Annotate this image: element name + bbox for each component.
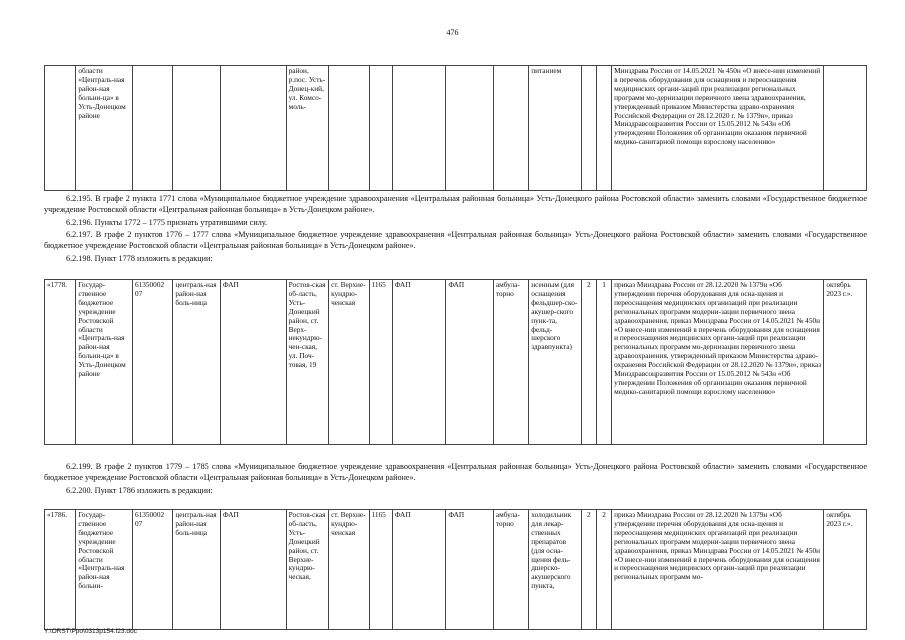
table-cell [392,66,446,191]
table-cell: Ростов-ская об-ласть, Усть-Донецкий район, ст. Верх-некундрю-чен-ская, ул. Поч-товая, 19 [286,280,328,445]
table-cell: 61350002 07 [132,280,172,445]
table-cell: приказ Минздрава России от 28.12.2020 № 1379н «Об утверждении перечня оборудования для осна-щения и переоснащения медицинских организаций при реализации региональных программ модерни-зации первичного звена здравоохранения, приказ Минздрава России от 14.05.2021 № 450н «О внесе-нии изменений в перечень оборудования для оснащения и переоснащения медицинских органи-заций при реализации региональных программ мо-дернизации первичного звена здравоохранения, утвержденный приказом Министерства здраво-охранения Российской Федерации от 28.12.2020 № 1379н», приказ Минздравсоцразвития России от 15.05.2012 № 543н «Об утверждении Положения об организации оказания первичной медико-санитарной помощи взрослому населению» [612,280,824,445]
table-cell: 2 [596,510,611,630]
table-cell: 1 [596,280,611,445]
file-path-footer: Y:\ORST\Ppo\0313p154.f23.doc [44,628,137,635]
table-cell: ФАП [392,510,446,630]
paragraph-6-2-199: 6.2.199. В графе 2 пунктов 1779 – 1785 слова «Муниципальное бюджетное учреждение здравоохранения «Центральная районная больница» Усть-Донецкого района Ростовской области» заменить словами «Государственное бюджетное учреждение Ростовской области «Центральная районная больница» в Усть-Донецком районе». [44,462,867,482]
table-row-1778 [44,279,867,445]
table-cell [45,66,76,191]
table-cell [493,66,528,191]
table-cell: октябрь 2023 г.». [824,510,867,630]
table-cell: ФАП [446,280,494,445]
table-cell: ФАП [220,280,286,445]
page-number: 476 [446,28,459,37]
table-cell: октябрь 2023 г.». [824,280,867,445]
table-row-continued [44,65,867,191]
table-cell: Минздрава России от 14.05.2021 № 450н «О внесе-нии изменений в перечень оборудования для оснащения и переоснащения медицинских органи-заций при реализации региональных программ мо-дернизации первичного звена здравоохранения, утвержденный приказом Министерства здраво-охранения Российской Федерации от 28.12.2020 г. № 1379н», приказ Минздравсоцразвития России от 15.05.2012 № 543н «Об утверждении Положения об организации оказания первичной медико-санитарной помощи взрослому населению» [612,66,824,191]
table-cell: централь-ная район-ная боль-ница [173,280,221,445]
table-cell: амбула-торно [493,280,528,445]
table-cell: приказ Минздрава России от 28.12.2020 № 1379н «Об утверждении перечня оборудования для осна-щения и переоснащения медицинских организаций при реализации региональных программ модерни-зации первичного звена здравоохранения, приказ Минздрава России от 14.05.2021 № 450н «О внесе-нии изменений в перечень оборудования для оснащения и переоснащения медицинских органи-заций при реализации региональных программ мо- [612,510,824,630]
paragraph-6-2-195: 6.2.195. В графе 2 пункта 1771 слова «Муниципальное бюджетное учреждение здравоохранения «Центральная районная больница» Усть-Донецкого района Ростовской области» заменить словами «Государственное бюджетное учреждение Ростовской области «Центральная районная больница» в Усть-Донецком районе». [44,194,867,214]
table-cell [446,66,494,191]
table-cell: централь-ная район-ная боль-ница [173,510,221,630]
paragraph-6-2-198: 6.2.198. Пункт 1778 изложить в редакции: [66,254,213,263]
table-cell [220,66,286,191]
table-cell [173,66,221,191]
table-cell: ст. Верхне-кундрю-ченская [329,280,369,445]
table-cell [132,66,172,191]
table-cell [824,66,867,191]
paragraph-6-2-196: 6.2.196. Пункты 1772 – 1775 признать утратившими силу. [66,218,268,227]
table-cell: амбула-торно [493,510,528,630]
table-cell [596,66,611,191]
table-cell: район, р.пос. Усть-Донец-кий, ул. Комсо-моль- [286,66,328,191]
paragraph-6-2-197: 6.2.197. В графе 2 пунктов 1776 – 1777 слова «Муниципальное бюджетное учреждение здравоохранения «Центральная районная больница» Усть-Донецкого района Ростовской области» заменить словами «Государственное бюджетное учреждение Ростовской области «Центральная районная больница» в Усть-Донецком районе». [44,230,867,250]
table-cell: Ростов-ская об-ласть, Усть-Донецкий район, ст. Верхне-кундрю-ческая, [286,510,328,630]
table-cell: ст. Верхне-кундрю-ченская [329,510,369,630]
table-cell [581,66,596,191]
table-cell: Государ-ственное бюджетное учреждение Ростовской области «Централь-ная район-ная больни-ца» в Усть-Донецком районе [76,280,133,445]
table-cell: 2 [581,280,596,445]
table-cell: «1786. [45,510,76,630]
table-cell: ФАП [446,510,494,630]
table-cell: 61350002 07 [132,510,172,630]
table-cell: 1165 [369,510,392,630]
table-cell: ФАП [392,280,446,445]
table-row-1786 [44,509,867,630]
table-cell: области «Централь-ная район-ная больни-ца» в Усть-Донецком районе [76,66,133,191]
table-cell: холодильник для лекар-ственных препаратов (для осна-щения фель-дшерско-акушерского пункта, [529,510,582,630]
table-cell [329,66,369,191]
table-cell [369,66,392,191]
table-cell: «1778. [45,280,76,445]
table-cell: ФАП [220,510,286,630]
table-cell: 2 [581,510,596,630]
table-cell: Государ-ственное бюджетное учреждение Ростовской области «Централь-ная район-ная больни- [76,510,133,630]
table-cell: нсенным (для оснащения фельдшер-ско-акушер-ского пунк-та, фельд-шерского здравпункта) [529,280,582,445]
paragraph-6-2-200: 6.2.200. Пункт 1786 изложить в редакции: [66,486,213,495]
table-cell: питанием [529,66,582,191]
table-cell: 1165 [369,280,392,445]
